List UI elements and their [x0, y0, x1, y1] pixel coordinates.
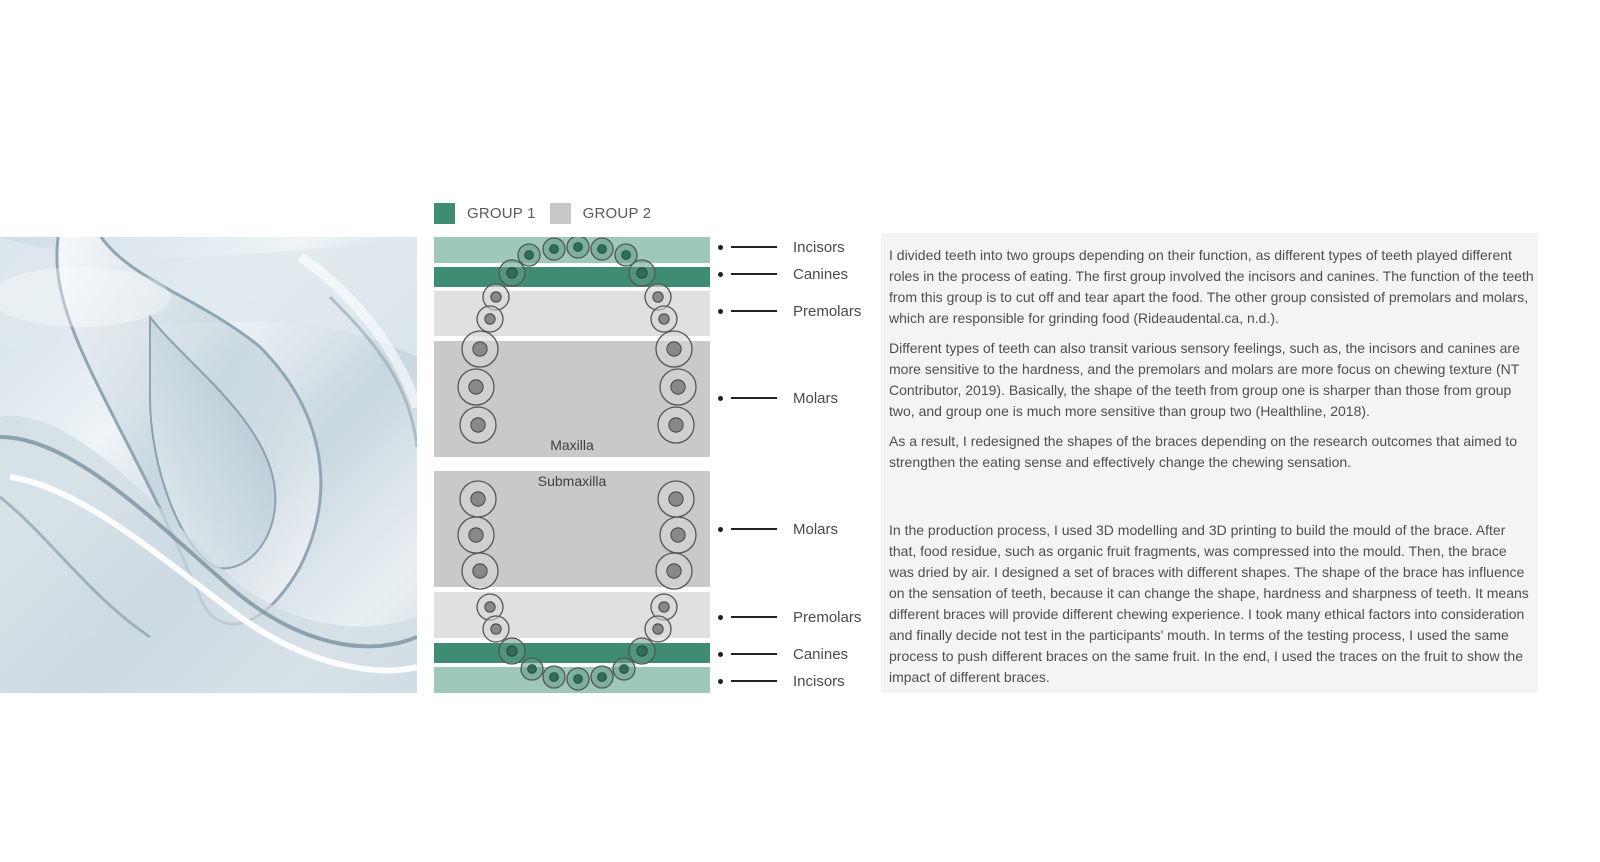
callout-label: Molars	[793, 520, 839, 538]
molar-tooth	[458, 369, 494, 405]
callout-label: Premolars	[793, 608, 862, 626]
molar-tooth	[656, 331, 692, 367]
callout-label: Incisors	[793, 238, 845, 256]
callout-dot	[718, 679, 723, 684]
premolar-tooth	[645, 616, 671, 642]
canine-tooth	[499, 638, 525, 664]
callout-line	[731, 246, 777, 248]
callout-label: Molars	[793, 389, 839, 407]
callout-line	[731, 653, 777, 655]
incisor-tooth	[521, 658, 543, 680]
incisor-tooth	[518, 244, 540, 266]
molar-tooth	[660, 369, 696, 405]
maxilla-label: Maxilla	[550, 437, 594, 453]
molar-tooth	[656, 553, 692, 589]
legend	[434, 203, 665, 223]
molar-tooth	[660, 517, 696, 553]
callout-dot	[718, 272, 723, 277]
callout-premolars-upper	[718, 301, 861, 321]
paragraph-sensory-feelings: Different types of teeth can also transit various sensory feelings, such as, the incisors and canines are more sensitive to the hardness, and the premolars and molars are more focus on chewing texture (NT Contributor, 2019). Basically, the shape of the teeth from group one is sharper than those from group two, and group one is much more sensitive than group two (Healthline, 2018).	[889, 340, 1520, 419]
callout-dot	[718, 245, 723, 250]
callout-line	[731, 273, 777, 275]
callout-label: Canines	[793, 265, 849, 283]
teeth-arches	[434, 237, 710, 693]
callout-molars-upper	[718, 388, 838, 408]
molar-tooth	[462, 331, 498, 367]
callout-canines-upper	[718, 264, 848, 284]
incisor-tooth	[591, 238, 613, 260]
premolar-tooth	[651, 306, 677, 332]
callout-molars-lower	[718, 519, 838, 539]
callout-incisors-upper	[718, 237, 845, 257]
group2-swatch	[550, 203, 571, 224]
canine-tooth	[499, 260, 525, 286]
molar-tooth	[458, 517, 494, 553]
callout-dot	[718, 652, 723, 657]
callout-dot	[718, 396, 723, 401]
incisor-tooth	[543, 238, 565, 260]
incisor-tooth	[591, 666, 613, 688]
braces-photo	[0, 237, 417, 693]
callout-line	[731, 616, 777, 618]
incisor-tooth	[567, 668, 589, 690]
paragraph-redesign: As a result, I redesigned the shapes of the braces depending on the research outcomes that aimed to strengthen the eating sense and effectively change the chewing sensation.	[889, 433, 1518, 470]
callout-premolars-lower	[718, 607, 861, 627]
group2-label: GROUP 2	[582, 204, 652, 222]
teeth-diagram	[434, 237, 710, 693]
molar-tooth	[462, 553, 498, 589]
callout-line	[731, 528, 777, 530]
paragraph-tooth-groups: I divided teeth into two groups depending on their function, as different types of teeth played different roles in the process of eating. The first group involved the incisors and canines. The function of the teeth from this group is to cut off and tear apart the food. The other group consisted of premolars and molars, which are responsible for grinding food (Rideaudental.ca, n.d.).	[889, 247, 1534, 326]
callout-line	[731, 680, 777, 682]
callout-label: Premolars	[793, 302, 862, 320]
callout-incisors-lower	[718, 671, 845, 691]
premolar-tooth	[483, 616, 509, 642]
callout-dot	[718, 615, 723, 620]
callout-dot	[718, 527, 723, 532]
incisor-tooth	[613, 658, 635, 680]
text-panel	[881, 233, 1538, 693]
paragraph-production-process: In the production process, I used 3D modelling and 3D printing to build the mould of the brace. After that, food residue, such as organic fruit fragments, was compressed into the mould. Then, the brace was dried by air. I designed a set of braces with different shapes. The shape of the brace has influence on the sensation of teeth, because it can change the shape, hardness and sharpness of teeth. It means different braces will provide different chewing experience. I took many ethical factors into consideration and finally decide not test in the participants' mouth. In terms of the testing process, I used the same process to push different braces on the same fruit. In the end, I used the traces on the fruit to show the impact of different braces.	[889, 522, 1529, 685]
callout-label: Incisors	[793, 672, 845, 690]
incisor-tooth	[567, 237, 589, 258]
incisor-tooth	[543, 666, 565, 688]
premolar-tooth	[477, 306, 503, 332]
group1-label: GROUP 1	[467, 204, 536, 222]
submaxilla-label: Submaxilla	[537, 473, 607, 489]
canine-tooth	[629, 638, 655, 664]
callout-dot	[718, 309, 723, 314]
group1-swatch	[434, 203, 455, 224]
canine-tooth	[629, 260, 655, 286]
callout-line	[731, 397, 777, 399]
callout-label: Canines	[793, 645, 849, 663]
callout-line	[731, 310, 777, 312]
callout-canines-lower	[718, 644, 848, 664]
